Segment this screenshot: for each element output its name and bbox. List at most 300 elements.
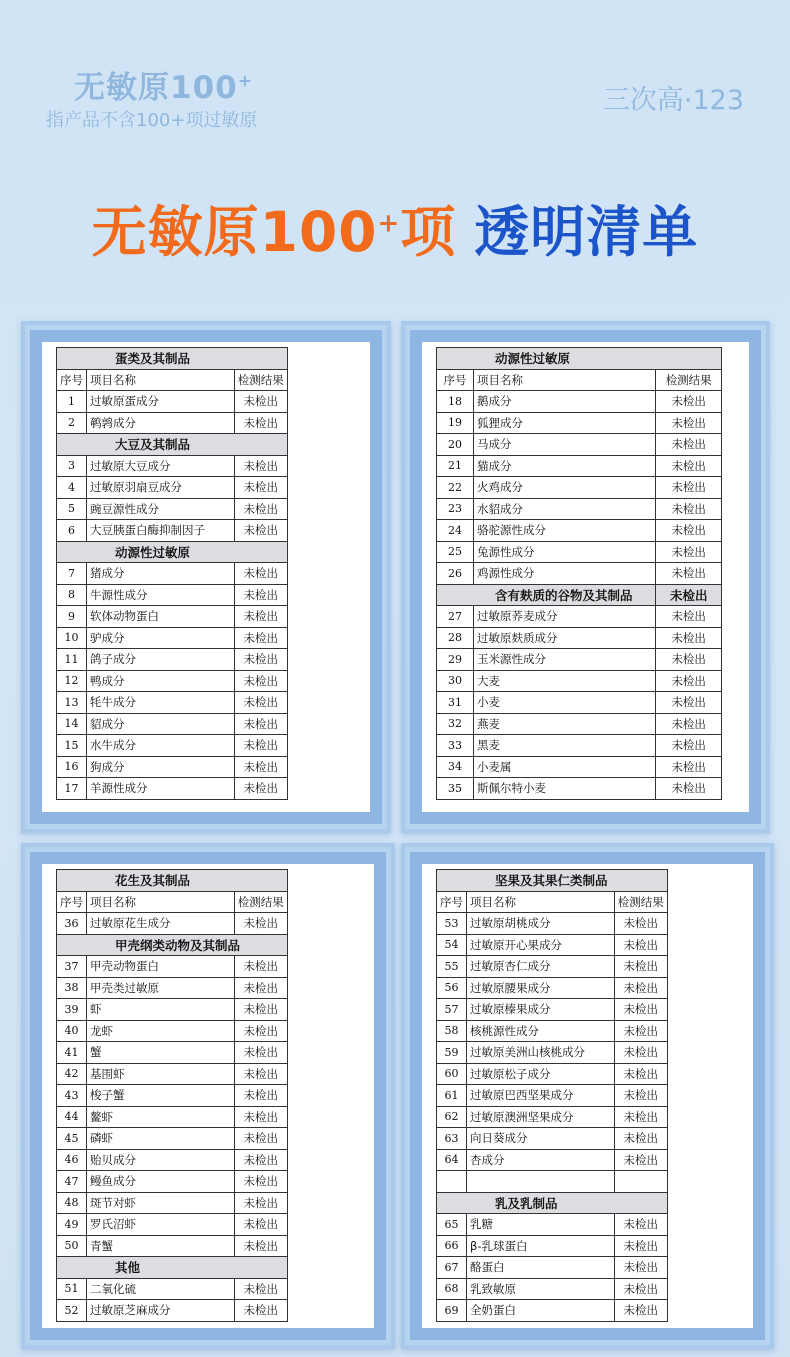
item-name: 向日葵成分 — [467, 1128, 615, 1150]
test-result: 未检出 — [614, 977, 667, 999]
table-row — [57, 1020, 288, 1042]
test-result: 未检出 — [234, 670, 287, 692]
item-name: 黑麦 — [474, 735, 656, 757]
item-name: 过敏原腰果成分 — [467, 977, 615, 999]
table-row — [437, 412, 722, 434]
table-row — [57, 756, 288, 778]
item-name: 过敏原芝麻成分 — [87, 1300, 235, 1322]
headline-blue: 透明清单 — [474, 200, 699, 264]
table-row — [437, 778, 722, 800]
test-result: 未检出 — [234, 649, 287, 671]
row-number: 20 — [437, 434, 474, 456]
section-title: 动源性过敏原 — [57, 541, 288, 563]
test-result: 未检出 — [234, 956, 287, 978]
product-code: 三次高·123 — [602, 85, 744, 116]
table-header-row — [437, 891, 668, 913]
item-name: 过敏原榛果成分 — [467, 999, 615, 1021]
table-row — [57, 520, 288, 542]
row-number — [437, 1171, 467, 1193]
test-result: 未检出 — [234, 477, 287, 499]
item-name: 过敏原胡桃成分 — [467, 913, 615, 935]
item-name: 甲壳动物蛋白 — [87, 956, 235, 978]
headline-orange-tail: 项 — [400, 200, 457, 264]
item-name: 贻贝成分 — [87, 1149, 235, 1171]
allergen-table-1 — [56, 347, 288, 800]
test-result: 未检出 — [234, 1235, 287, 1257]
test-result: 未检出 — [614, 934, 667, 956]
section-row — [437, 348, 722, 370]
item-name: 甲壳类过敏原 — [87, 977, 235, 999]
table-row — [437, 713, 722, 735]
item-name: 兔源性成分 — [474, 541, 656, 563]
item-name: 牦牛成分 — [87, 692, 235, 714]
section-result: 未检出 — [656, 584, 722, 606]
section-row — [57, 870, 288, 892]
table-row — [57, 627, 288, 649]
row-number: 45 — [57, 1128, 87, 1150]
table-row — [57, 956, 288, 978]
table-row — [57, 1192, 288, 1214]
test-result: 未检出 — [656, 735, 722, 757]
table-row — [437, 692, 722, 714]
column-header-result: 检测结果 — [234, 369, 287, 391]
test-result: 未检出 — [234, 563, 287, 585]
table-row — [437, 563, 722, 585]
allergen-card-1 — [21, 321, 391, 833]
test-result: 未检出 — [234, 1106, 287, 1128]
table-row — [437, 977, 668, 999]
item-name: 鹌鹑成分 — [87, 412, 235, 434]
test-result: 未检出 — [234, 713, 287, 735]
table-row — [437, 1128, 668, 1150]
section-title: 乳及乳制品 — [437, 1192, 668, 1214]
row-number: 15 — [57, 735, 87, 757]
test-result: 未检出 — [656, 520, 722, 542]
section-row — [57, 434, 288, 456]
test-result: 未检出 — [656, 756, 722, 778]
table-row — [57, 1063, 288, 1085]
row-number: 5 — [57, 498, 87, 520]
item-name: 过敏原杏仁成分 — [467, 956, 615, 978]
item-name: 水貂成分 — [474, 498, 656, 520]
table-row — [437, 1149, 668, 1171]
test-result — [614, 1171, 667, 1193]
test-result: 未检出 — [614, 1042, 667, 1064]
table-row — [437, 670, 722, 692]
row-number: 7 — [57, 563, 87, 585]
test-result: 未检出 — [234, 1085, 287, 1107]
item-name: 大麦 — [474, 670, 656, 692]
table-row — [57, 649, 288, 671]
item-name: 乳致敏原 — [467, 1278, 615, 1300]
table-row — [437, 1257, 668, 1279]
headline-plus: + — [377, 208, 401, 239]
table-row — [437, 756, 722, 778]
row-number: 32 — [437, 713, 474, 735]
item-name: 杏成分 — [467, 1149, 615, 1171]
table-row — [57, 1171, 288, 1193]
item-name: 全奶蛋白 — [467, 1300, 615, 1322]
section-row — [437, 870, 668, 892]
table-row — [57, 584, 288, 606]
column-header-num: 序号 — [57, 891, 87, 913]
table-row — [57, 670, 288, 692]
table-row — [437, 956, 668, 978]
row-number: 67 — [437, 1257, 467, 1279]
test-result: 未检出 — [234, 1192, 287, 1214]
row-number: 60 — [437, 1063, 467, 1085]
row-number: 22 — [437, 477, 474, 499]
test-result: 未检出 — [234, 735, 287, 757]
row-number: 46 — [57, 1149, 87, 1171]
test-result: 未检出 — [656, 391, 722, 413]
table-row — [57, 1235, 288, 1257]
item-name: 过敏原松子成分 — [467, 1063, 615, 1085]
row-number: 61 — [437, 1085, 467, 1107]
allergen-card-3 — [21, 843, 395, 1349]
test-result: 未检出 — [234, 606, 287, 628]
table-row — [437, 434, 722, 456]
row-number: 66 — [437, 1235, 467, 1257]
test-result: 未检出 — [614, 1128, 667, 1150]
table-row — [437, 913, 668, 935]
row-number: 51 — [57, 1278, 87, 1300]
item-name: 小麦 — [474, 692, 656, 714]
row-number: 11 — [57, 649, 87, 671]
item-name: 梭子蟹 — [87, 1085, 235, 1107]
table-row — [437, 1300, 668, 1322]
test-result: 未检出 — [614, 1106, 667, 1128]
test-result: 未检出 — [234, 692, 287, 714]
section-row — [437, 1192, 668, 1214]
item-name: 玉米源性成分 — [474, 649, 656, 671]
test-result: 未检出 — [234, 778, 287, 800]
column-header-result: 检测结果 — [614, 891, 667, 913]
row-number: 63 — [437, 1128, 467, 1150]
test-result: 未检出 — [234, 999, 287, 1021]
test-result: 未检出 — [614, 1214, 667, 1236]
table-row — [57, 1149, 288, 1171]
item-name: 龙虾 — [87, 1020, 235, 1042]
row-number: 19 — [437, 412, 474, 434]
table-row — [437, 391, 722, 413]
row-number: 37 — [57, 956, 87, 978]
column-header-name: 项目名称 — [87, 891, 235, 913]
brand-logo-plus: + — [237, 71, 253, 92]
item-name: 过敏原蛋成分 — [87, 391, 235, 413]
test-result: 未检出 — [656, 455, 722, 477]
section-title: 其他 — [57, 1257, 288, 1279]
row-number: 1 — [57, 391, 87, 413]
row-number: 59 — [437, 1042, 467, 1064]
test-result: 未检出 — [234, 977, 287, 999]
item-name: 虾 — [87, 999, 235, 1021]
item-name: 驴成分 — [87, 627, 235, 649]
row-number: 31 — [437, 692, 474, 714]
item-name: 狗成分 — [87, 756, 235, 778]
table-row — [57, 391, 288, 413]
item-name: 基围虾 — [87, 1063, 235, 1085]
row-number: 47 — [57, 1171, 87, 1193]
test-result: 未检出 — [614, 1085, 667, 1107]
row-number: 4 — [57, 477, 87, 499]
item-name: 过敏原开心果成分 — [467, 934, 615, 956]
table-row — [57, 606, 288, 628]
test-result: 未检出 — [234, 756, 287, 778]
test-result: 未检出 — [614, 1235, 667, 1257]
allergen-table-3 — [56, 869, 288, 1322]
test-result: 未检出 — [656, 498, 722, 520]
section-row — [57, 1257, 288, 1279]
column-header-name: 项目名称 — [87, 369, 235, 391]
test-result: 未检出 — [656, 606, 722, 628]
table-row — [57, 1128, 288, 1150]
test-result: 未检出 — [614, 1020, 667, 1042]
table-row — [57, 913, 288, 935]
test-result: 未检出 — [234, 1214, 287, 1236]
table-row — [57, 498, 288, 520]
test-result: 未检出 — [234, 1020, 287, 1042]
item-name: 鳗鱼成分 — [87, 1171, 235, 1193]
section-title: 坚果及其果仁类制品 — [437, 870, 668, 892]
test-result: 未检出 — [656, 670, 722, 692]
table-row — [437, 1020, 668, 1042]
test-result: 未检出 — [656, 541, 722, 563]
table-row — [437, 1085, 668, 1107]
table-header-row — [57, 891, 288, 913]
item-name: 猫成分 — [474, 455, 656, 477]
row-number: 64 — [437, 1149, 467, 1171]
table-row — [57, 692, 288, 714]
card-paper — [42, 342, 370, 812]
row-number: 30 — [437, 670, 474, 692]
table-header-row — [437, 369, 722, 391]
row-number: 38 — [57, 977, 87, 999]
test-result: 未检出 — [614, 1278, 667, 1300]
column-header-num: 序号 — [437, 891, 467, 913]
test-result: 未检出 — [234, 913, 287, 935]
test-result: 未检出 — [656, 692, 722, 714]
row-number: 62 — [437, 1106, 467, 1128]
table-row — [57, 1300, 288, 1322]
table-header-row — [57, 369, 288, 391]
row-number: 53 — [437, 913, 467, 935]
row-number: 44 — [57, 1106, 87, 1128]
test-result: 未检出 — [234, 584, 287, 606]
column-header-result: 检测结果 — [234, 891, 287, 913]
table-row — [57, 412, 288, 434]
test-result: 未检出 — [234, 1300, 287, 1322]
item-name: 斯佩尔特小麦 — [474, 778, 656, 800]
item-name: 猪成分 — [87, 563, 235, 585]
test-result: 未检出 — [234, 1128, 287, 1150]
table-row — [437, 934, 668, 956]
item-name: 水牛成分 — [87, 735, 235, 757]
section-row — [57, 541, 288, 563]
table-row — [437, 1278, 668, 1300]
row-number: 25 — [437, 541, 474, 563]
table-row — [437, 606, 722, 628]
allergen-card-4 — [401, 843, 774, 1349]
item-name: 火鸡成分 — [474, 477, 656, 499]
item-name: 核桃源性成分 — [467, 1020, 615, 1042]
row-number: 9 — [57, 606, 87, 628]
test-result: 未检出 — [656, 477, 722, 499]
row-number: 28 — [437, 627, 474, 649]
section-row — [57, 934, 288, 956]
row-number: 54 — [437, 934, 467, 956]
row-number: 3 — [57, 455, 87, 477]
item-name: 过敏原花生成分 — [87, 913, 235, 935]
column-header-num: 序号 — [57, 369, 87, 391]
item-name: 乳糖 — [467, 1214, 615, 1236]
item-name: 过敏原羽扇豆成分 — [87, 477, 235, 499]
row-number: 6 — [57, 520, 87, 542]
row-number: 12 — [57, 670, 87, 692]
row-number: 10 — [57, 627, 87, 649]
table-row — [57, 1085, 288, 1107]
item-name: 大豆胰蛋白酶抑制因子 — [87, 520, 235, 542]
table-row — [437, 1235, 668, 1257]
row-number: 49 — [57, 1214, 87, 1236]
row-number: 36 — [57, 913, 87, 935]
card-paper — [422, 864, 753, 1328]
item-name: 磷虾 — [87, 1128, 235, 1150]
brand-logo — [74, 62, 253, 107]
test-result: 未检出 — [656, 563, 722, 585]
brand-logo-text: 无敏原 — [74, 70, 170, 106]
row-number: 35 — [437, 778, 474, 800]
row-number: 69 — [437, 1300, 467, 1322]
brand-logo-number: 100 — [170, 70, 238, 106]
test-result: 未检出 — [234, 1171, 287, 1193]
table-row — [57, 735, 288, 757]
item-name: 鳌虾 — [87, 1106, 235, 1128]
column-header-name: 项目名称 — [474, 369, 656, 391]
item-name: 豌豆源性成分 — [87, 498, 235, 520]
table-row — [57, 977, 288, 999]
table-row — [437, 1214, 668, 1236]
item-name: 过敏原大豆成分 — [87, 455, 235, 477]
item-name: 羊源性成分 — [87, 778, 235, 800]
row-number: 29 — [437, 649, 474, 671]
row-number: 2 — [57, 412, 87, 434]
test-result: 未检出 — [234, 627, 287, 649]
table-row — [57, 1042, 288, 1064]
test-result: 未检出 — [234, 520, 287, 542]
section-row — [437, 584, 722, 606]
test-result: 未检出 — [614, 913, 667, 935]
test-result: 未检出 — [656, 412, 722, 434]
row-number: 16 — [57, 756, 87, 778]
test-result: 未检出 — [234, 455, 287, 477]
row-number: 26 — [437, 563, 474, 585]
row-number: 8 — [57, 584, 87, 606]
row-number: 17 — [57, 778, 87, 800]
table-row — [437, 627, 722, 649]
column-header-name: 项目名称 — [467, 891, 615, 913]
table-row — [437, 520, 722, 542]
table-row — [437, 1042, 668, 1064]
headline-orange — [92, 200, 457, 264]
item-name: 狐狸成分 — [474, 412, 656, 434]
item-name: 过敏原美洲山核桃成分 — [467, 1042, 615, 1064]
table-row — [57, 1214, 288, 1236]
item-name: 罗氏沼虾 — [87, 1214, 235, 1236]
row-number: 13 — [57, 692, 87, 714]
allergen-table-2 — [436, 347, 722, 800]
brand-subtitle: 指产品不含100+项过敏原 — [46, 110, 258, 131]
table-row — [437, 541, 722, 563]
item-name: 过敏原巴西坚果成分 — [467, 1085, 615, 1107]
row-number: 50 — [57, 1235, 87, 1257]
table-row — [57, 1278, 288, 1300]
card-paper — [422, 342, 749, 812]
row-number: 41 — [57, 1042, 87, 1064]
item-name: 燕麦 — [474, 713, 656, 735]
table-row — [437, 1106, 668, 1128]
row-number: 48 — [57, 1192, 87, 1214]
row-number: 33 — [437, 735, 474, 757]
table-row — [57, 999, 288, 1021]
table-row — [57, 455, 288, 477]
row-number: 34 — [437, 756, 474, 778]
test-result: 未检出 — [656, 713, 722, 735]
test-result: 未检出 — [614, 1300, 667, 1322]
table-row — [437, 735, 722, 757]
item-name: 蟹 — [87, 1042, 235, 1064]
test-result: 未检出 — [234, 1063, 287, 1085]
item-name: 过敏原麸质成分 — [474, 627, 656, 649]
test-result: 未检出 — [614, 956, 667, 978]
item-name: 鸡源性成分 — [474, 563, 656, 585]
test-result: 未检出 — [234, 391, 287, 413]
test-result: 未检出 — [656, 627, 722, 649]
item-name: 过敏原荞麦成分 — [474, 606, 656, 628]
section-row — [57, 348, 288, 370]
row-number: 42 — [57, 1063, 87, 1085]
card-paper — [42, 864, 374, 1328]
test-result: 未检出 — [656, 778, 722, 800]
section-title: 蛋类及其制品 — [57, 348, 288, 370]
row-number: 14 — [57, 713, 87, 735]
item-name: 小麦属 — [474, 756, 656, 778]
section-title: 甲壳纲类动物及其制品 — [57, 934, 288, 956]
allergen-table-4 — [436, 869, 668, 1322]
allergen-card-2 — [401, 321, 770, 833]
table-row — [57, 778, 288, 800]
test-result: 未检出 — [614, 1149, 667, 1171]
section-title: 大豆及其制品 — [57, 434, 288, 456]
row-number: 18 — [437, 391, 474, 413]
row-number: 57 — [437, 999, 467, 1021]
table-row — [437, 455, 722, 477]
row-number: 58 — [437, 1020, 467, 1042]
test-result: 未检出 — [656, 649, 722, 671]
item-name: β-乳球蛋白 — [467, 1235, 615, 1257]
test-result: 未检出 — [614, 999, 667, 1021]
test-result: 未检出 — [234, 1278, 287, 1300]
test-result: 未检出 — [234, 412, 287, 434]
item-name: 过敏原澳洲坚果成分 — [467, 1106, 615, 1128]
test-result: 未检出 — [656, 434, 722, 456]
item-name: 鸭成分 — [87, 670, 235, 692]
blank-row — [437, 1171, 668, 1193]
table-row — [437, 649, 722, 671]
table-row — [57, 563, 288, 585]
item-name: 骆驼源性成分 — [474, 520, 656, 542]
item-name: 鹅成分 — [474, 391, 656, 413]
